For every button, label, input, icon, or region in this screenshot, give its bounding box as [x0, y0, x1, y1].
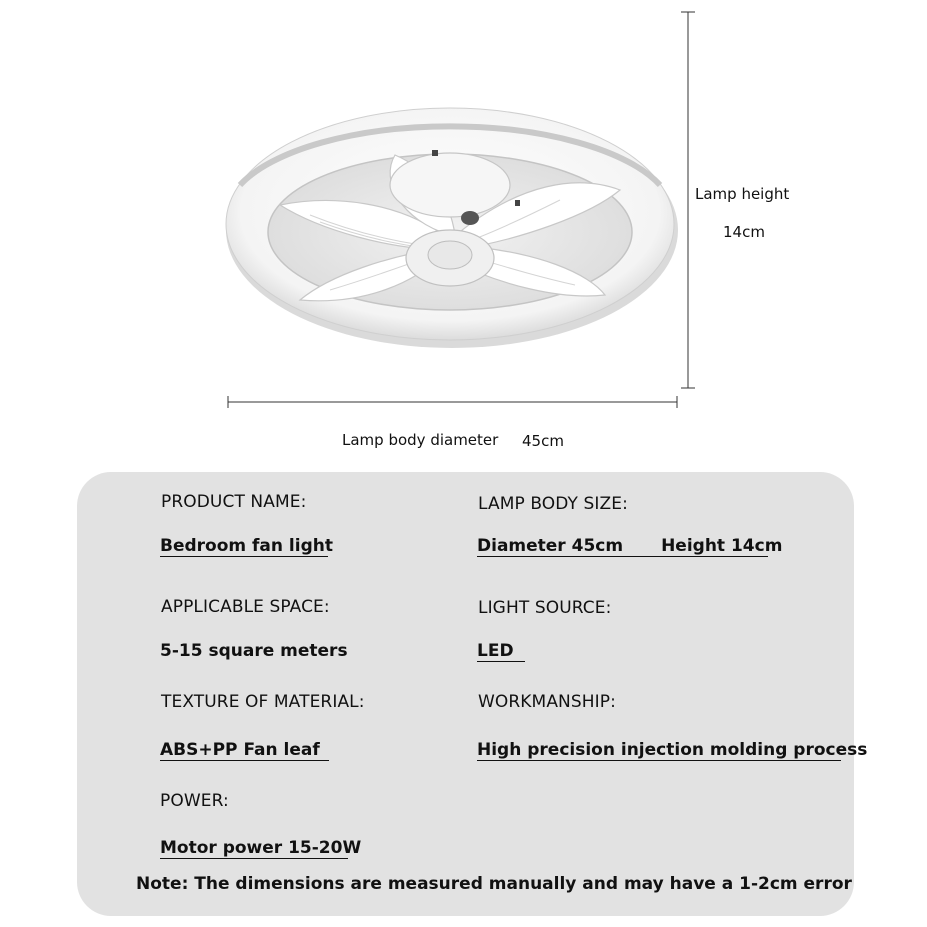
- power-value: Motor power 15-20W: [160, 838, 362, 858]
- product-name-label: PRODUCT NAME:: [161, 492, 307, 512]
- workmanship-label: WORKMANSHIP:: [478, 692, 616, 712]
- lamp-body-size-value: [477, 536, 783, 557]
- light-source-label: LIGHT SOURCE:: [478, 598, 612, 618]
- material-value: ABS+PP Fan leaf: [160, 741, 329, 761]
- applicable-space-value: 5-15 square meters: [160, 641, 348, 661]
- power-label: POWER:: [160, 791, 229, 811]
- lamp-diameter-value: 45cm: [522, 432, 564, 450]
- lamp-body-size-diameter: Diameter 45cm: [477, 536, 624, 556]
- measurement-note: Note: The dimensions are measured manually and may have a 1-2cm error: [136, 874, 852, 894]
- product-name-value: Bedroom fan light: [160, 536, 333, 556]
- light-source-value: LED: [477, 642, 525, 662]
- lamp-body-size-label: LAMP BODY SIZE:: [478, 494, 628, 514]
- lamp-height-label: Lamp height: [695, 185, 790, 203]
- applicable-space-label: APPLICABLE SPACE:: [161, 597, 330, 617]
- lamp-body-size-height: Height 14cm: [661, 536, 783, 556]
- material-label: TEXTURE OF MATERIAL:: [161, 692, 365, 712]
- lamp-diameter-label: Lamp body diameter: [342, 431, 499, 449]
- workmanship-value: High precision injection molding process: [477, 740, 868, 760]
- lamp-height-value: 14cm: [723, 223, 765, 241]
